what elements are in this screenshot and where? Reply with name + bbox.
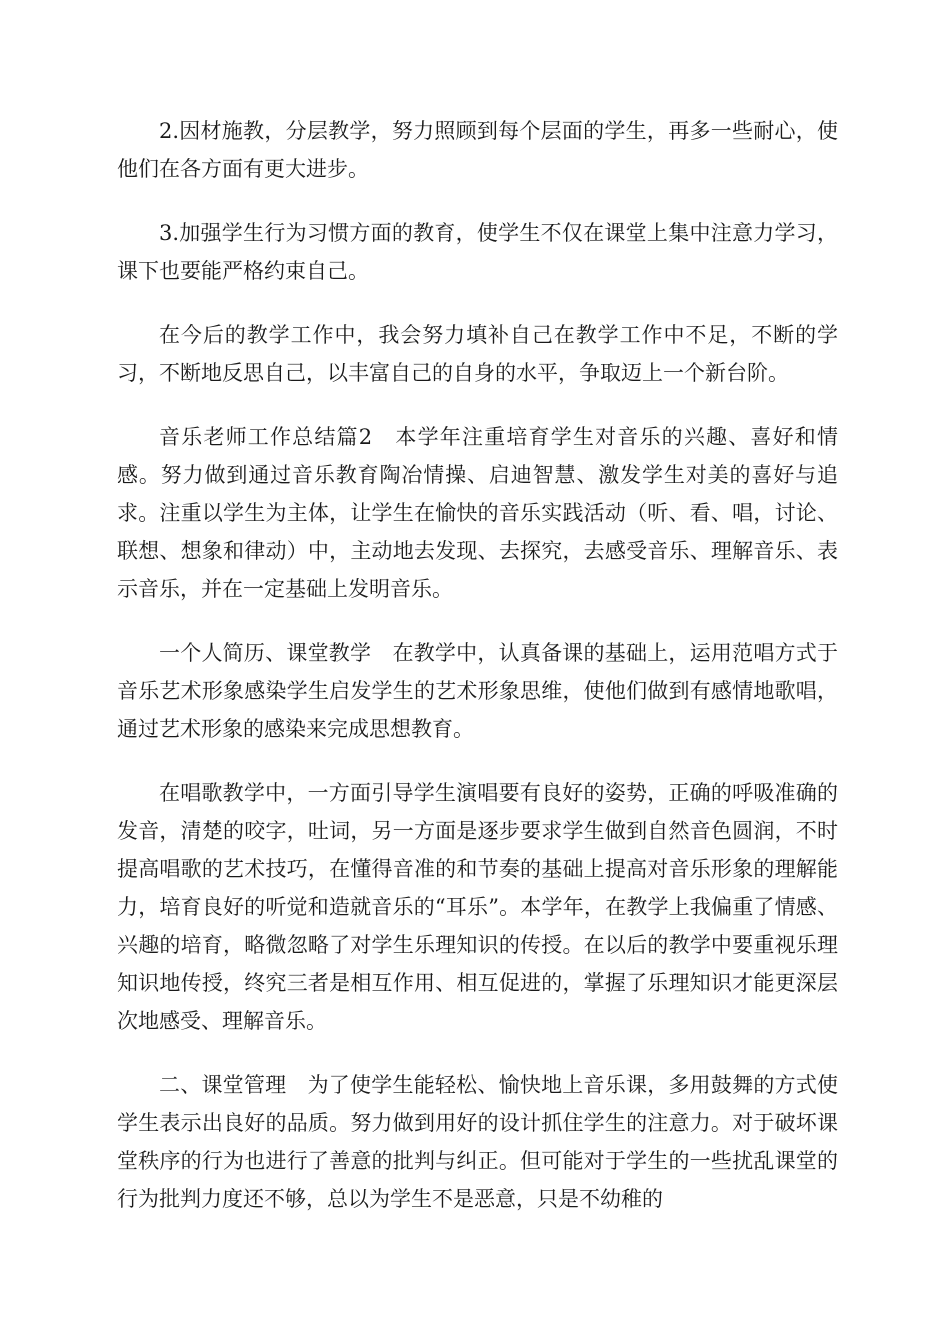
paragraph-4: 音乐老师工作总结篇2 本学年注重培育学生对音乐的兴趣、喜好和情感。努力做到通过音乐教育陶冶情操、启迪智慧、激发学生对美的喜好与追求。注重以学生为主体，让学生在愉快的音乐实践活动（听、看、唱，讨论、联想、想象和律动）中，主动地去发现、去探究，去感受音乐、理解音乐、表示音乐，并在一定基础上发明音乐。 <box>117 425 838 601</box>
paragraph-2: 3.加强学生行为习惯方面的教育，使学生不仅在课堂上集中注意力学习，课下也要能严格约束自己。 <box>117 221 838 283</box>
paragraph-1: 2.因材施教，分层教学，努力照顾到每个层面的学生，再多一些耐心，使他们在各方面有更大进步。 <box>117 119 838 181</box>
paragraph-3: 在今后的教学工作中，我会努力填补自己在教学工作中不足，不断的学习，不断地反思自己，以丰富自己的自身的水平，争取迈上一个新台阶。 <box>117 323 838 385</box>
paragraph-6: 在唱歌教学中，一方面引导学生演唱要有良好的姿势，正确的呼吸准确的发音，清楚的咬字，吐词，另一方面是逐步要求学生做到自然音色圆润，不时提高唱歌的艺术技巧，在懂得音准的和节奏的基础上提高对音乐形象的理解能力，培育良好的听觉和造就音乐的“耳乐”。本学年，在教学上我偏重了情感、兴趣的培育，略微忽略了对学生乐理知识的传授。在以后的教学中要重视乐理知识地传授，终究三者是相互作用、相互促进的，掌握了乐理知识才能更深层次地感受、理解音乐。 <box>117 781 838 1033</box>
paragraph-7: 二、课堂管理 为了使学生能轻松、愉快地上音乐课，多用鼓舞的方式使学生表示出良好的品质。努力做到用好的设计抓住学生的注意力。对于破坏课堂秩序的行为也进行了善意的批判与纠正。但可能对于学生的一些扰乱课堂的行为批判力度还不够，总以为学生不是恶意，只是不幼稚的 <box>117 1073 838 1211</box>
paragraph-5: 一个人简历、课堂教学 在教学中，认真备课的基础上，运用范唱方式于音乐艺术形象感染学生启发学生的艺术形象思维，使他们做到有感情地歌唱，通过艺术形象的感染来完成思想教育。 <box>117 641 838 741</box>
